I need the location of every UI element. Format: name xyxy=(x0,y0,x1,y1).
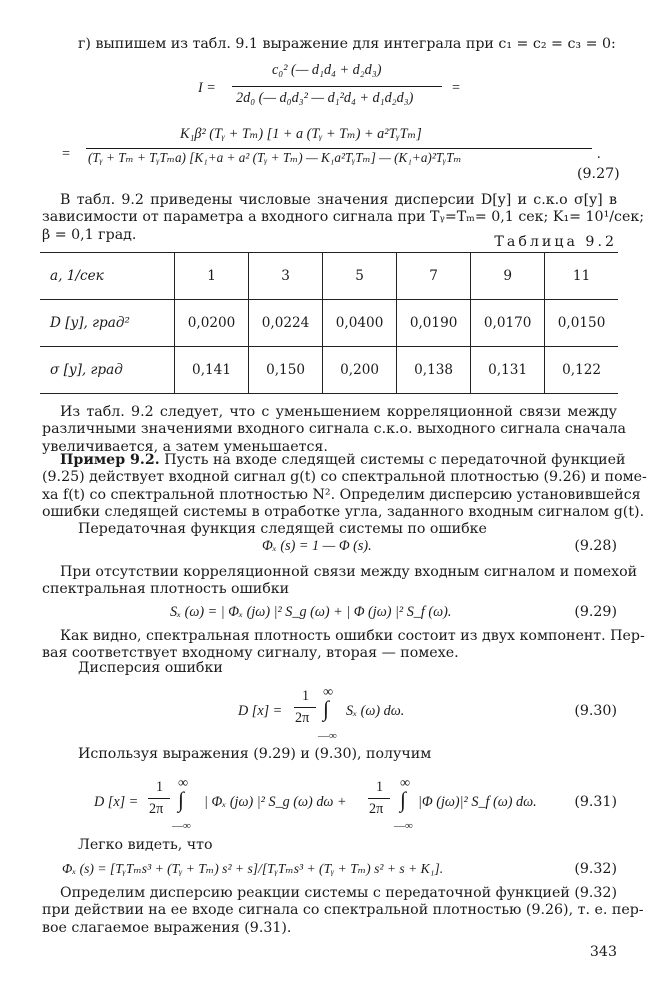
eq-9-31-lower-limit-2: —∞ xyxy=(394,820,413,832)
eq-9-32-number: (9.32) xyxy=(574,861,617,877)
text-line: различными значениями входного сигнала с.к.о. выходного сигнала сначала xyxy=(42,421,626,438)
eq-9-27-number: (9.27) xyxy=(577,166,620,182)
table-row xyxy=(40,347,618,394)
eq-9-31-integrand-2: |Φ (jω)|² S_f (ω) dω. xyxy=(418,794,537,810)
text-line: ха f(t) со спектральной плотностью N². Определим дисперсию установившейся xyxy=(42,486,641,503)
paragraph-easy: Легко видеть, что xyxy=(78,837,213,853)
eq-9-27-frac1-denominator: 2d₀ (— d₀d₃² — d₁²d₄ + d₁d₂d₃) xyxy=(236,90,414,106)
table-cell: 0,200 xyxy=(323,347,397,394)
text-line: ошибки следящей системы в отработке угла, заданного входным сигналом g(t). xyxy=(42,503,645,520)
integral-sign-icon: ∫ xyxy=(323,696,330,721)
eq-9-30-frac-denominator: 2π xyxy=(295,710,310,726)
paragraph-transfer: Передаточная функция следящей системы по ошибке xyxy=(78,521,487,537)
table-header-cell: 9 xyxy=(471,253,545,300)
eq-9-31-frac2-denominator: 2π xyxy=(369,801,384,817)
table-header-cell: 1 xyxy=(175,253,249,300)
text-line: Определим дисперсию реакции системы с передаточной функцией (9.32) xyxy=(60,885,617,901)
table-caption: Таблица 9.2 xyxy=(494,234,617,250)
data-table-9-2 xyxy=(40,252,618,394)
text-line: При отсутствии корреляционной связи между входным сигналом и помехой xyxy=(60,564,638,580)
text-line: вая соответствует входному сигналу, вторая — помехе. xyxy=(42,645,459,662)
eq-9-30-upper-limit: ∞ xyxy=(323,684,334,700)
text-line: В табл. 9.2 приведены числовые значения дисперсии D[y] и с.к.о σ[y] в xyxy=(60,192,617,208)
eq-9-31-frac-line xyxy=(148,798,170,799)
text-line xyxy=(42,452,626,469)
eq-9-31-integrand-1: | Φₓ (jω) |² S_g (ω) dω + xyxy=(204,794,347,810)
equation-9-28: Φₓ (s) = 1 — Φ (s). xyxy=(262,538,372,554)
eq-9-27-frac2-denominator: (Tᵧ + Tₘ + TᵧTₘa) [K₁+a + a² (Tᵧ + Tₘ) — K₁a²TᵧTₘ] — (K₁+a)²TᵧTₘ xyxy=(88,150,462,165)
eq-9-27-lead-equals: = xyxy=(62,146,71,162)
table-header-cell: 7 xyxy=(397,253,471,300)
text-line: увеличивается, а затем уменьшается. xyxy=(42,438,328,455)
eq-9-31-frac-denominator: 2π xyxy=(149,801,164,817)
paragraph-using: Используя выражения (9.29) и (9.30), получим xyxy=(78,746,432,762)
equation-9-32: Φₓ (s) = [TᵧTₘs³ + (Tᵧ + Tₘ) s² + s]/[TᵧTₘs³ + (Tᵧ + Tₘ) s² + s + K₁]. xyxy=(62,861,444,876)
paragraph-final xyxy=(42,885,644,937)
eq-9-30-lhs: D [x] = xyxy=(238,703,283,719)
eq-9-27-frac1-numerator: c₀² (— d₁d₄ + d₂d₃) xyxy=(272,62,382,78)
eq-9-30-frac-line xyxy=(294,707,316,708)
table-cell: 0,150 xyxy=(249,347,323,394)
table-cell: 0,141 xyxy=(175,347,249,394)
table-row xyxy=(40,300,618,347)
intro-line: г) выпишем из табл. 9.1 выражение для интеграла при c₁ = c₂ = c₃ = 0: xyxy=(78,36,616,52)
text-line: (9.25) действует входной сигнал g(t) со спектральной плотностью (9.26) и поме- xyxy=(42,469,647,486)
integral-sign-icon: ∫ xyxy=(400,787,407,812)
eq-9-31-frac2-numerator: 1 xyxy=(376,779,384,795)
table-cell: 0,131 xyxy=(471,347,545,394)
eq-9-31-frac2-line xyxy=(368,798,390,799)
table-cell: 0,122 xyxy=(545,347,618,394)
eq-9-31-lhs: D [x] = xyxy=(94,794,139,810)
eq-9-31-number: (9.31) xyxy=(574,794,617,810)
example-line-0: Пусть на входе следящей системы с передаточной функцией xyxy=(164,452,626,468)
table-cell: 0,0200 xyxy=(175,300,249,347)
paragraph-dispersion: Дисперсия ошибки xyxy=(78,660,223,676)
example-heading: Пример 9.2. xyxy=(60,452,160,468)
eq-9-31-upper-limit-1: ∞ xyxy=(178,775,189,791)
text-line: Как видно, спектральная плотность ошибки состоит из двух компонент. Пер- xyxy=(60,628,645,644)
table-cell: 0,138 xyxy=(397,347,471,394)
eq-9-28-number: (9.28) xyxy=(574,538,617,554)
eq-9-27-frac1-line xyxy=(232,86,442,87)
text-line: Из табл. 9.2 следует, что с уменьшением корреляционной связи между xyxy=(60,404,617,420)
table-cell: 0,0400 xyxy=(323,300,397,347)
integral-sign-icon: ∫ xyxy=(178,787,185,812)
eq-9-27-frac2-numerator: K₁β² (Tᵧ + Tₘ) [1 + a (Tᵧ + Tₘ) + a²TᵧTₘ] xyxy=(180,126,422,142)
eq-9-30-lower-limit: —∞ xyxy=(318,730,337,742)
table-cell: 0,0224 xyxy=(249,300,323,347)
table-header-row xyxy=(40,253,618,300)
text-line: β = 0,1 град. xyxy=(42,226,137,243)
text-line: вое слагаемое выражения (9.31). xyxy=(42,919,292,936)
table-cell: 0,0170 xyxy=(471,300,545,347)
paragraph-after-table xyxy=(42,404,626,456)
table-cell: 0,0190 xyxy=(397,300,471,347)
table-cell: 0,0150 xyxy=(545,300,618,347)
eq-9-29-number: (9.29) xyxy=(574,604,617,620)
eq-9-27-frac2-line xyxy=(86,148,592,149)
equation-9-29: Sₓ (ω) = | Φₓ (jω) |² S_g (ω) + | Φ (jω) |² S_f (ω). xyxy=(170,604,452,620)
paragraph-no-correlation xyxy=(42,564,638,599)
table-row-label: D [y], град² xyxy=(40,300,175,347)
text-line: спектральная плотность ошибки xyxy=(42,581,290,598)
table-header-cell: 11 xyxy=(545,253,618,300)
page-number: 343 xyxy=(589,944,617,960)
text-line: при действии на ее входе сигнала со спектральной плотностью (9.26), т. е. пер- xyxy=(42,902,644,919)
eq-9-31-lower-limit-1: —∞ xyxy=(172,820,191,832)
table-header-label: a, 1/сек xyxy=(40,253,175,300)
table-header-cell: 3 xyxy=(249,253,323,300)
table-header-cell: 5 xyxy=(323,253,397,300)
eq-9-30-number: (9.30) xyxy=(574,703,617,719)
eq-9-31-frac-numerator: 1 xyxy=(156,779,164,795)
eq-9-31-upper-limit-2: ∞ xyxy=(400,775,411,791)
text-line: зависимости от параметра a входного сигнала при Tᵧ=Tₘ= 0,1 сек; K₁= 10¹/сек; xyxy=(42,209,645,226)
paragraph-components xyxy=(42,628,645,663)
eq-9-27-tail: . xyxy=(597,146,601,162)
eq-9-27-equals: = xyxy=(452,80,461,96)
eq-9-27-lhs: I = xyxy=(198,80,216,96)
eq-9-30-integrand: Sₓ (ω) dω. xyxy=(346,703,405,719)
table-row-label: σ [y], град xyxy=(40,347,175,394)
eq-9-30-frac-numerator: 1 xyxy=(302,688,310,704)
paragraph-example xyxy=(42,452,647,521)
